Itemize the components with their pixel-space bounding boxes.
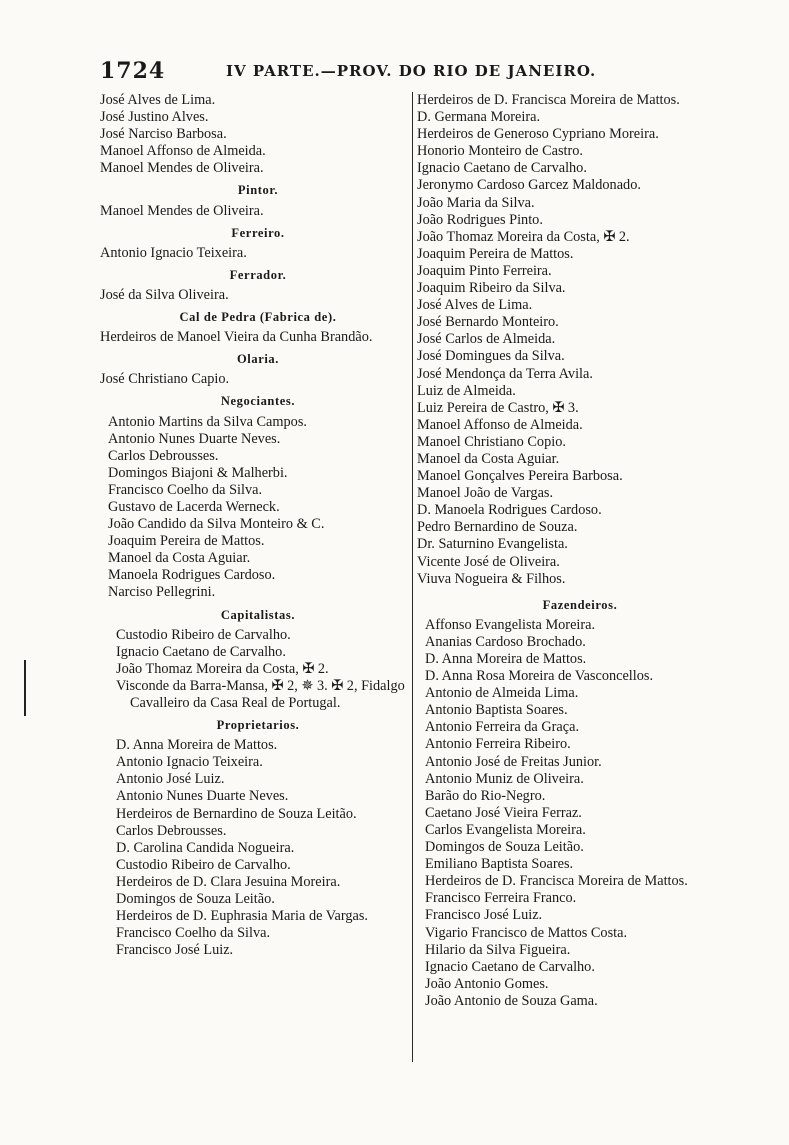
list-entry: D. Anna Moreira de Mattos. bbox=[116, 737, 278, 754]
list-entry: Emiliano Baptista Soares. bbox=[425, 856, 574, 873]
list-entry: Vicente José de Oliveira. bbox=[417, 553, 560, 570]
list-entry: Gustavo de Lacerda Werneck. bbox=[108, 498, 280, 515]
cal-list bbox=[100, 329, 416, 346]
list-entry: Luiz Pereira de Castro, ✠ 3. bbox=[417, 399, 579, 416]
list-entry: Manoel Affonso de Almeida. bbox=[417, 416, 583, 433]
list-entry: José Domingues da Silva. bbox=[417, 348, 565, 365]
list-entry: José Mendonça da Terra Avila. bbox=[417, 365, 593, 382]
section-heading-cal: Cal de Pedra (Fabrica de). bbox=[179, 310, 337, 325]
list-entry: Joaquim Pinto Ferreira. bbox=[417, 262, 552, 279]
list-entry: Antonio Ignacio Teixeira. bbox=[100, 244, 247, 261]
list-entry: João Thomaz Moreira da Costa, ✠ 2. bbox=[417, 228, 630, 245]
list-entry: Visconde da Barra-Mansa, ✠ 2, ✵ 3. ✠ 2, Fidalgo Cavalleiro da Casa Real de Portugal. bbox=[116, 677, 405, 711]
list-entry: Domingos de Souza Leitão. bbox=[425, 839, 584, 856]
list-entry: D. Carolina Candida Nogueira. bbox=[116, 839, 295, 856]
list-entry: Herdeiros de D. Francisca Moreira de Mattos. bbox=[417, 92, 680, 108]
list-entry: Custodio Ribeiro de Carvalho. bbox=[116, 626, 291, 643]
list-entry: Antonio de Almeida Lima. bbox=[425, 685, 579, 702]
list-entry: D. Manoela Rodrigues Cardoso. bbox=[417, 502, 602, 519]
list-entry: Antonio Baptista Soares. bbox=[425, 702, 568, 719]
list-entry: Joaquim Ribeiro da Silva. bbox=[417, 280, 566, 297]
list-entry: João Antonio Gomes. bbox=[425, 975, 549, 992]
list-entry: Francisco Ferreira Franco. bbox=[425, 890, 577, 907]
list-entry: Herdeiros de D. Clara Jesuina Moreira. bbox=[116, 873, 341, 890]
list-entry: Manoel da Costa Aguiar. bbox=[417, 450, 560, 467]
capitalistas-list bbox=[100, 627, 416, 712]
list-entry: José Alves de Lima. bbox=[417, 297, 533, 314]
list-entry: Manoel João de Vargas. bbox=[417, 485, 554, 502]
list-entry: Manoel Affonso de Almeida. bbox=[100, 143, 266, 160]
section-heading-negociantes: Negociantes. bbox=[220, 394, 296, 409]
list-entry: Herdeiros de D. Francisca Moreira de Mattos. bbox=[425, 873, 688, 890]
list-entry: João Thomaz Moreira da Costa, ✠ 2. bbox=[116, 660, 329, 677]
list-entry: D. Anna Rosa Moreira de Vasconcellos. bbox=[425, 668, 654, 685]
list-entry: João Maria da Silva. bbox=[417, 194, 535, 211]
list-entry: Jeronymo Cardoso Garcez Maldonado. bbox=[417, 177, 641, 194]
list-entry: Joaquim Pereira de Mattos. bbox=[108, 533, 265, 550]
list-entry: Antonio Ferreira Ribeiro. bbox=[425, 736, 571, 753]
negociantes-list bbox=[100, 414, 416, 602]
list-entry: José Justino Alves. bbox=[100, 109, 209, 126]
list-entry: Viuva Nogueira & Filhos. bbox=[417, 570, 566, 587]
olaria-list bbox=[100, 371, 416, 388]
list-entry: Ignacio Caetano de Carvalho. bbox=[417, 160, 587, 177]
section-heading-ferrador: Ferrador. bbox=[229, 267, 287, 282]
list-entry: Herdeiros de D. Euphrasia Maria de Vargas. bbox=[116, 908, 368, 925]
list-entry: Luiz de Almeida. bbox=[417, 382, 516, 399]
pintor-list bbox=[100, 203, 416, 220]
list-entry: D. Germana Moreira. bbox=[417, 109, 541, 126]
section-heading-capitalistas: Capitalistas. bbox=[220, 607, 296, 622]
list-entry: José Christiano Capio. bbox=[100, 371, 230, 388]
running-title: IV PARTE.—PROV. DO RIO DE JANEIRO. bbox=[226, 62, 597, 80]
list-entry: João Candido da Silva Monteiro & C. bbox=[108, 516, 325, 533]
list-entry: José da Silva Oliveira. bbox=[100, 286, 229, 303]
section-heading-proprietarios: Proprietarios. bbox=[216, 718, 300, 733]
list-entry: Herdeiros de Manoel Vieira da Cunha Brandão. bbox=[100, 329, 373, 346]
section-heading-ferreiro: Ferreiro. bbox=[231, 225, 285, 240]
list-entry: João Rodrigues Pinto. bbox=[417, 211, 543, 228]
left-top-list bbox=[100, 92, 416, 177]
margin-mark bbox=[24, 660, 26, 716]
proprietarios-list bbox=[100, 737, 416, 959]
list-entry: Manoela Rodrigues Cardoso. bbox=[108, 567, 276, 584]
ferreiro-list bbox=[100, 245, 416, 262]
list-entry: José Alves de Lima. bbox=[100, 92, 216, 108]
list-entry: Affonso Evangelista Moreira. bbox=[425, 616, 596, 633]
list-entry: Ignacio Caetano de Carvalho. bbox=[116, 643, 286, 660]
list-entry: Pedro Bernardino de Souza. bbox=[417, 519, 578, 536]
list-entry: Dr. Saturnino Evangelista. bbox=[417, 536, 568, 553]
section-heading-olaria: Olaria. bbox=[236, 352, 280, 367]
list-entry: Domingos de Souza Leitão. bbox=[116, 891, 275, 908]
right-column bbox=[417, 92, 743, 1010]
left-column bbox=[100, 92, 416, 959]
page-header bbox=[100, 58, 740, 88]
list-entry: D. Anna Moreira de Mattos. bbox=[425, 651, 587, 667]
list-entry: Custodio Ribeiro de Carvalho. bbox=[116, 856, 291, 873]
list-entry: Francisco Coelho da Silva. bbox=[108, 481, 263, 498]
list-entry: Francisco José Luiz. bbox=[425, 907, 543, 924]
list-entry: Barão do Rio-Negro. bbox=[425, 787, 546, 804]
list-entry: Herdeiros de Generoso Cypriano Moreira. bbox=[417, 126, 659, 143]
list-entry: Antonio Muniz de Oliveira. bbox=[425, 770, 584, 787]
list-entry: Carlos Evangelista Moreira. bbox=[425, 821, 586, 838]
list-entry: Antonio Martins da Silva Campos. bbox=[108, 413, 307, 430]
list-entry: Manoel Mendes de Oliveira. bbox=[100, 202, 264, 219]
list-entry: Joaquim Pereira de Mattos. bbox=[417, 245, 574, 262]
list-entry: João Antonio de Souza Gama. bbox=[425, 992, 598, 1009]
list-entry: Ananias Cardoso Brochado. bbox=[425, 633, 586, 650]
list-entry: Francisco Coelho da Silva. bbox=[116, 925, 271, 942]
ferrador-list bbox=[100, 287, 416, 304]
list-entry: Domingos Biajoni & Malherbi. bbox=[108, 464, 288, 481]
page-number: 1724 bbox=[100, 58, 166, 84]
section-heading-fazendeiros: Fazendeiros. bbox=[542, 597, 618, 612]
list-entry: Antonio José de Freitas Junior. bbox=[425, 753, 602, 770]
list-entry: Caetano José Vieira Ferraz. bbox=[425, 804, 582, 821]
list-entry: Herdeiros de Bernardino de Souza Leitão. bbox=[116, 805, 357, 822]
list-entry: Antonio Nunes Duarte Neves. bbox=[108, 430, 281, 447]
list-entry: Hilario da Silva Figueira. bbox=[425, 941, 571, 958]
list-entry: Antonio Ignacio Teixeira. bbox=[116, 754, 263, 771]
list-entry: Carlos Debrousses. bbox=[108, 447, 219, 464]
list-entry: Carlos Debrousses. bbox=[116, 822, 227, 839]
list-entry: Ignacio Caetano de Carvalho. bbox=[425, 958, 595, 975]
list-entry: Antonio José Luiz. bbox=[116, 771, 225, 788]
list-entry: Antonio Nunes Duarte Neves. bbox=[116, 788, 289, 805]
list-entry: Manoel Gonçalves Pereira Barbosa. bbox=[417, 468, 623, 485]
section-heading-pintor: Pintor. bbox=[237, 183, 279, 198]
list-entry: José Carlos de Almeida. bbox=[417, 331, 556, 348]
list-entry: Manoel Christiano Copio. bbox=[417, 433, 566, 450]
fazendeiros-list bbox=[417, 617, 743, 1010]
right-top-list bbox=[417, 92, 743, 588]
list-entry: José Bernardo Monteiro. bbox=[417, 314, 559, 331]
list-entry: Manoel da Costa Aguiar. bbox=[108, 550, 251, 567]
list-entry: Narciso Pellegrini. bbox=[108, 584, 216, 601]
list-entry: Vigario Francisco de Mattos Costa. bbox=[425, 924, 628, 941]
list-entry: José Narciso Barbosa. bbox=[100, 126, 227, 143]
list-entry: Antonio Ferreira da Graça. bbox=[425, 719, 580, 736]
list-entry: Honorio Monteiro de Castro. bbox=[417, 143, 583, 160]
list-entry: Manoel Mendes de Oliveira. bbox=[100, 160, 264, 177]
list-entry: Francisco José Luiz. bbox=[116, 942, 234, 959]
